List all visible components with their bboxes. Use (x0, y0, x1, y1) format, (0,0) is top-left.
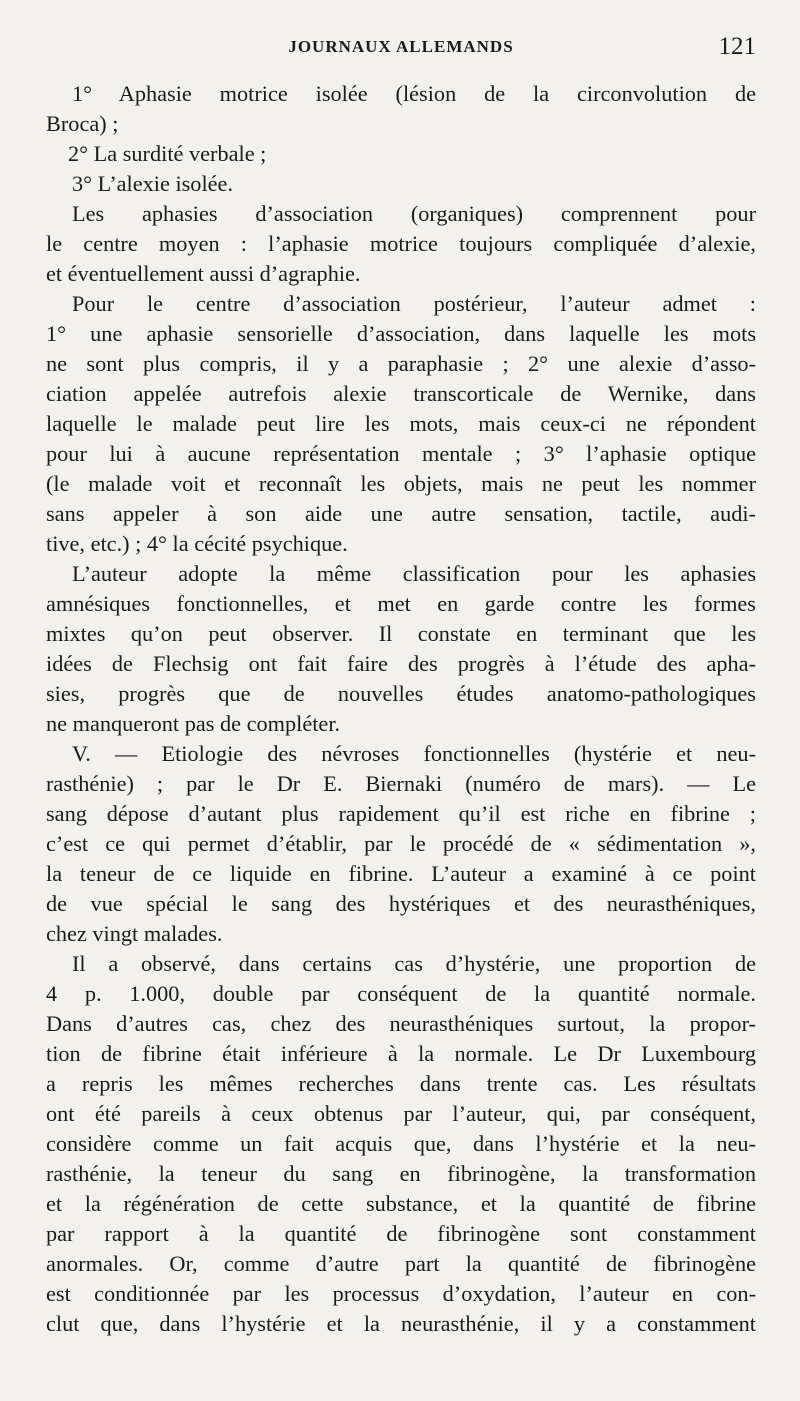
text-line: 2° La surdité verbale ; (68, 141, 267, 166)
text-line: (le malade voit et reconnaît les objets, mais ne peut les nommer (46, 471, 756, 496)
text-line: sang dépose d’autant plus rapidement qu’il est riche en fibrine ; (46, 801, 756, 826)
text-line: rasthénie) ; par le Dr E. Biernaki (numéro de mars). — Le (46, 771, 756, 796)
text-line: le centre moyen : l’aphasie motrice toujours compliquée d’alexie, (46, 231, 756, 256)
text-line: ont été pareils à ceux obtenus par l’auteur, qui, par conséquent, (46, 1101, 756, 1126)
text-line: ciation appelée autrefois alexie transcorticale de Wernike, dans (46, 381, 756, 406)
text-line: sies, progrès que de nouvelles études anatomo-pathologiques (46, 681, 756, 706)
text-line: tion de fibrine était inférieure à la normale. Le Dr Luxembourg (46, 1041, 756, 1066)
text-line: et la régénération de cette substance, et la quantité de fibrine (46, 1191, 756, 1216)
text-line: rasthénie, la teneur du sang en fibrinogène, la transformation (46, 1161, 756, 1186)
text-line: Dans d’autres cas, chez des neurasthéniques surtout, la propor- (46, 1011, 756, 1036)
text-line: a repris les mêmes recherches dans trente cas. Les résultats (46, 1071, 756, 1096)
text-line: de vue spécial le sang des hystériques et des neurasthéniques, (46, 891, 756, 916)
text-line: Broca) ; (46, 111, 119, 136)
text-line: idées de Flechsig ont fait faire des progrès à l’étude des apha- (46, 651, 756, 676)
text-line: tive, etc.) ; 4° la cécité psychique. (46, 531, 348, 556)
page-number: 121 (718, 33, 756, 60)
text-line: mixtes qu’on peut observer. Il constate en terminant que les (46, 621, 756, 646)
text-line: laquelle le malade peut lire les mots, mais ceux-ci ne répondent (46, 411, 756, 436)
text-line: par rapport à la quantité de fibrinogène sont constamment (46, 1221, 756, 1246)
text-line: ne manqueront pas de compléter. (46, 711, 341, 736)
text-line: considère comme un fait acquis que, dans l’hystérie et la neu- (46, 1131, 756, 1156)
text-line: L’auteur adopte la même classification pour les aphasies (72, 561, 756, 586)
text-line: 1° Aphasie motrice isolée (lésion de la circonvolution de (72, 81, 756, 106)
text-line: 4 p. 1.000, double par conséquent de la quantité normale. (46, 981, 756, 1006)
text-line: c’est ce qui permet d’établir, par le procédé de « sédimentation », (46, 831, 756, 856)
text-line: Pour le centre d’association postérieur, l’auteur admet : (72, 291, 756, 316)
text-line: Il a observé, dans certains cas d’hystérie, une proportion de (72, 951, 756, 976)
text-line: ne sont plus compris, il y a paraphasie ; 2° une alexie d’asso- (46, 351, 756, 376)
text-line: est conditionnée par les processus d’oxydation, l’auteur en con- (46, 1281, 756, 1306)
running-title: JOURNAUX ALLEMANDS (288, 37, 514, 56)
text-line: 1° une aphasie sensorielle d’association, dans laquelle les mots (46, 321, 756, 346)
text-line: clut que, dans l’hystérie et la neurasthénie, il y a constamment (46, 1311, 756, 1336)
text-line: chez vingt malades. (46, 921, 223, 946)
text-line: V. — Etiologie des névroses fonctionnelles (hystérie et neu- (72, 741, 756, 766)
text-line: amnésiques fonctionnelles, et met en garde contre les formes (46, 591, 756, 616)
text-line: Les aphasies d’association (organiques) comprennent pour (72, 201, 756, 226)
text-line: 3° L’alexie isolée. (72, 171, 234, 196)
text-line: pour lui à aucune représentation mentale ; 3° l’aphasie optique (46, 441, 756, 466)
page-header (46, 33, 756, 69)
body-text (46, 79, 756, 1339)
text-line: anormales. Or, comme d’autre part la quantité de fibrinogène (46, 1251, 756, 1276)
text-line: et éventuellement aussi d’agraphie. (46, 261, 361, 286)
text-line: sans appeler à son aide une autre sensation, tactile, audi- (46, 501, 756, 526)
text-line: la teneur de ce liquide en fibrine. L’auteur a examiné à ce point (46, 861, 756, 886)
